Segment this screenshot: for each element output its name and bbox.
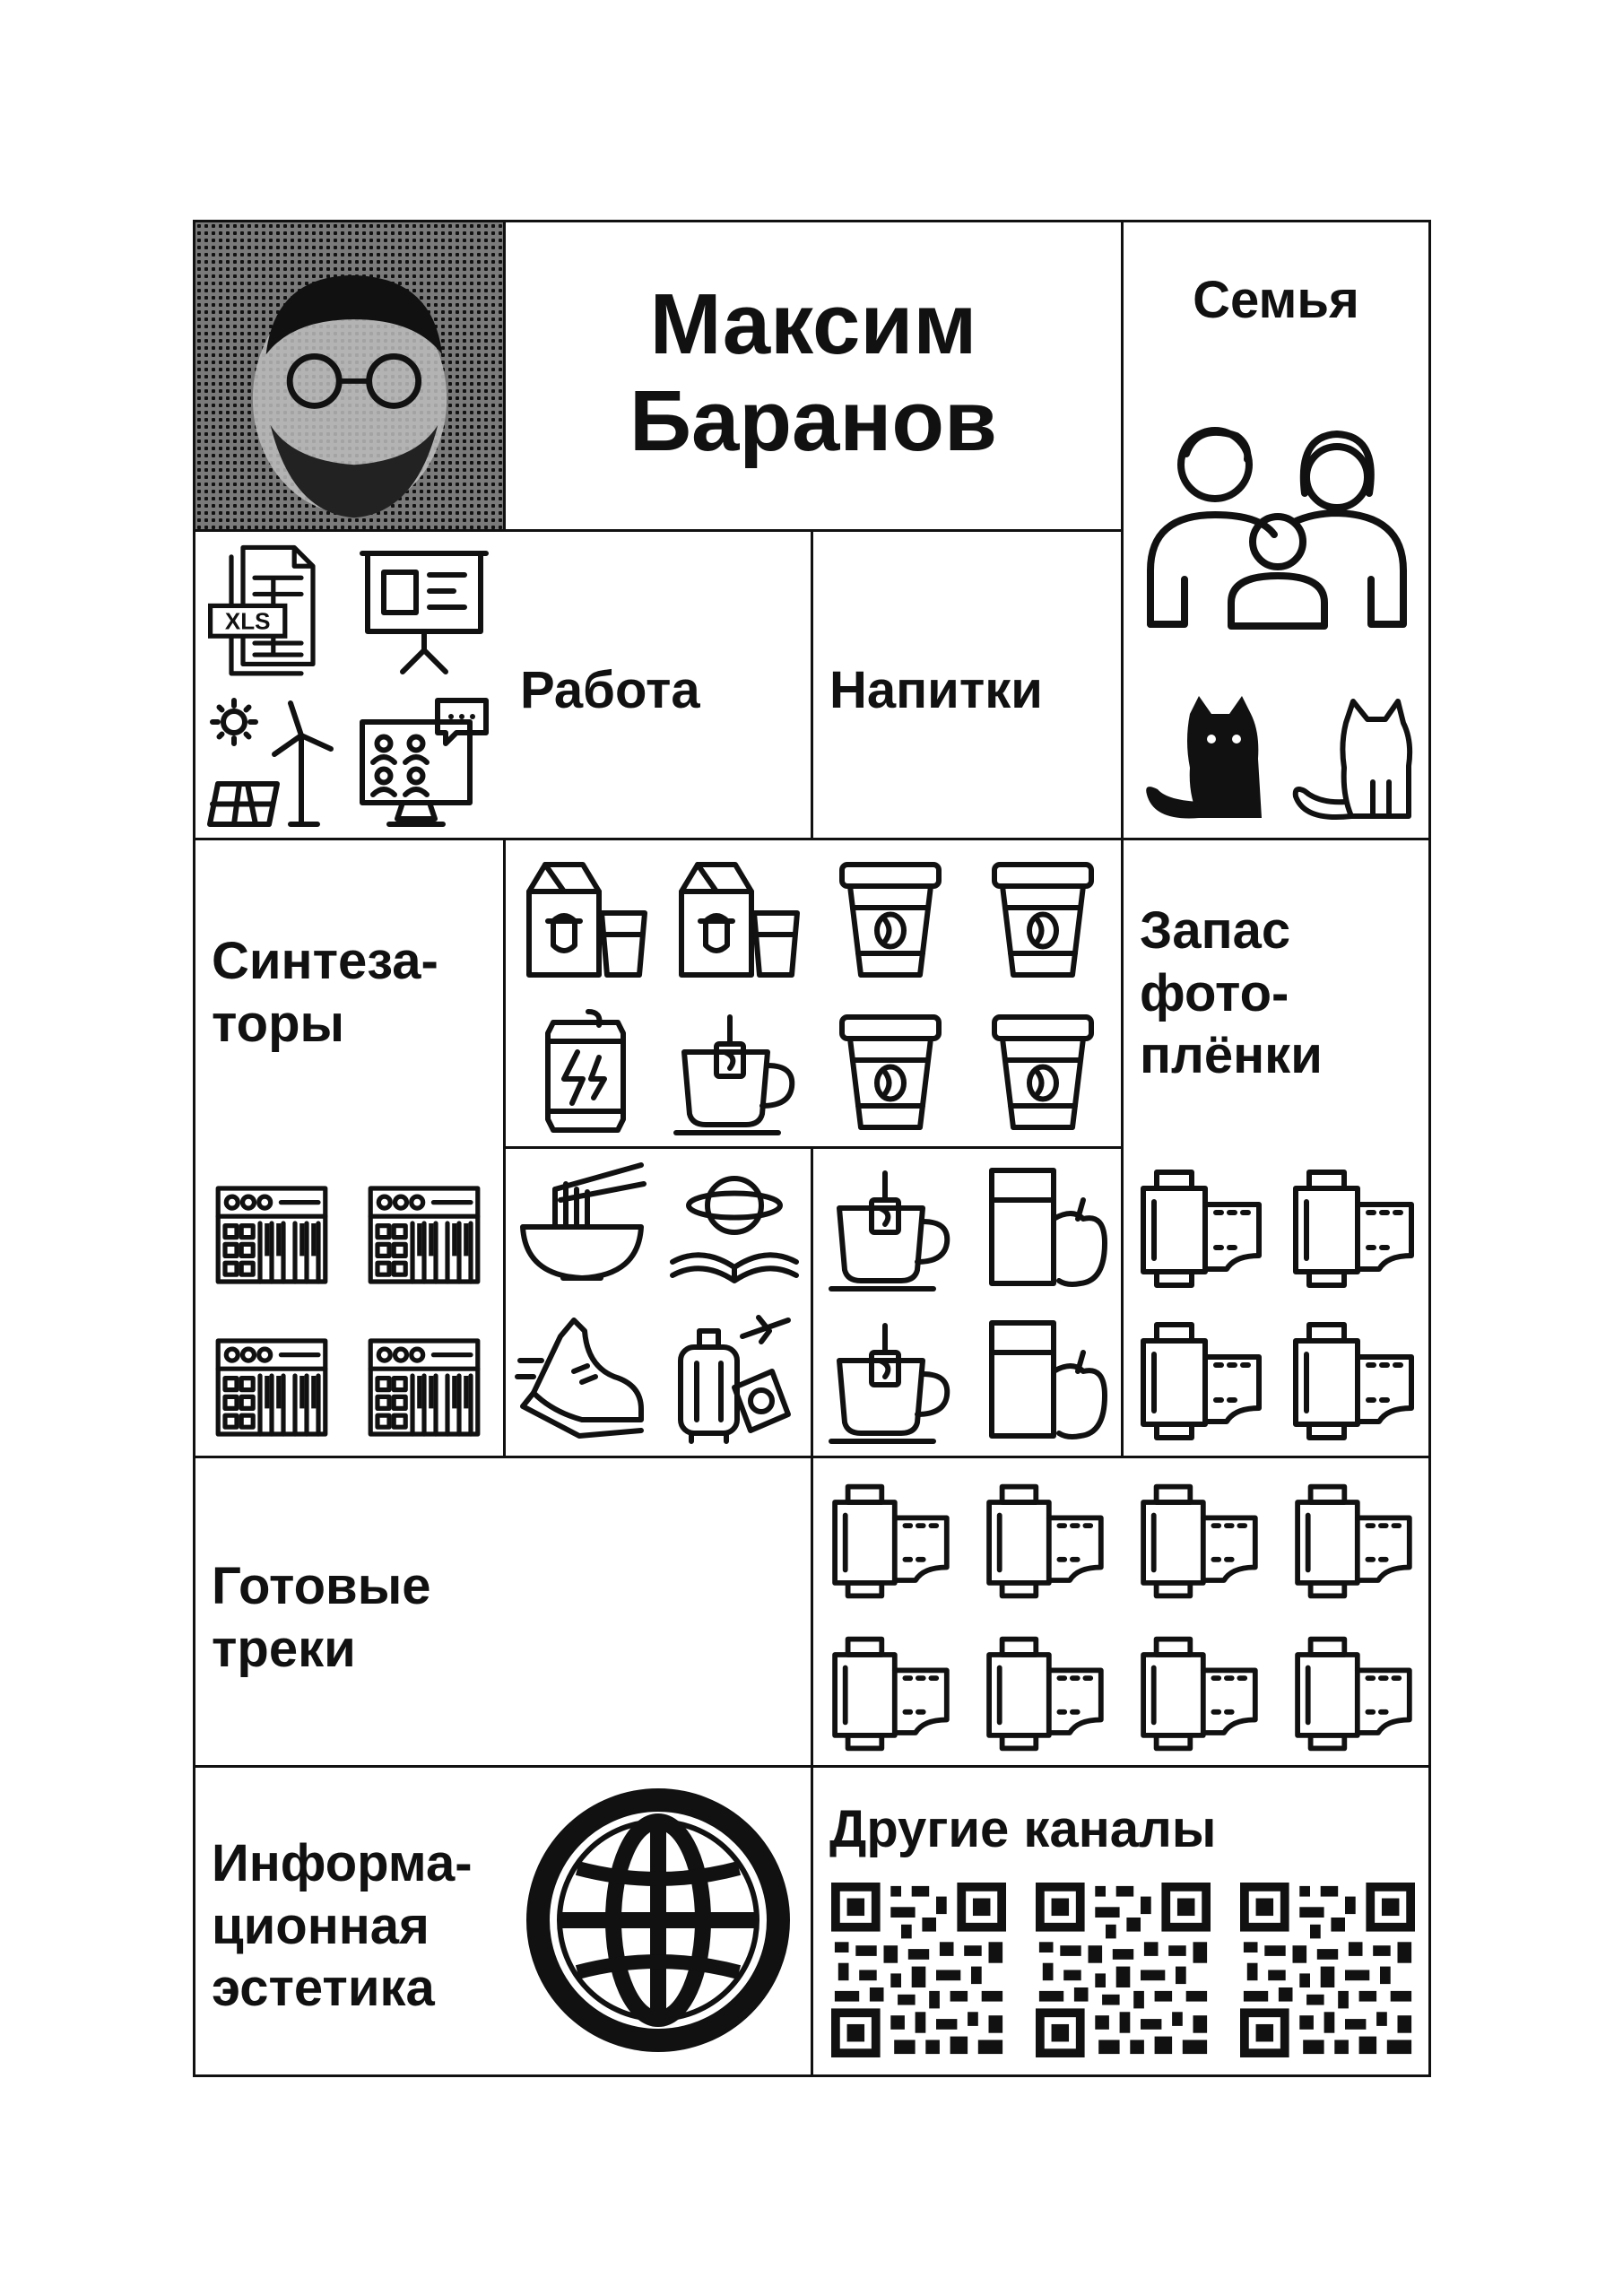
film-roll-icon [1131, 1476, 1265, 1606]
other-channels-cell [811, 1765, 1431, 2077]
work-cell [193, 529, 813, 840]
film-roll-icon [1131, 1629, 1265, 1759]
drinks-label: Напитки [829, 661, 1043, 719]
solar-wind-energy-icon [204, 695, 339, 830]
info-aesthetics-cell [193, 1765, 813, 2077]
synths-cell [193, 838, 506, 1458]
coffee-cup-icon [823, 851, 958, 986]
noodle-bowl-icon [515, 1160, 649, 1294]
synths-label: Синтеза- торы [212, 932, 438, 1053]
hobbies-cell [503, 1146, 813, 1458]
drinks-grid-cell [503, 838, 1124, 1149]
synth-icon [204, 1177, 339, 1293]
xls-label: XLS [224, 607, 271, 635]
energy-drink-can-icon [518, 1004, 653, 1138]
milk-carton-icon [671, 851, 805, 986]
film-roll-icon [976, 1629, 1111, 1759]
synth-icon [204, 1329, 339, 1446]
film-roll-icon [1133, 1314, 1267, 1448]
juice-apple-icon [978, 1160, 1113, 1294]
tea-cup-icon [671, 1004, 805, 1138]
name-cell [503, 220, 1124, 532]
work-label: Работа [520, 661, 700, 719]
film-roll-icon [976, 1476, 1111, 1606]
tea-cup-icon [826, 1312, 960, 1447]
film-cell [1121, 838, 1431, 1458]
film-roll-icon [1285, 1314, 1419, 1448]
film-label: Запас фото- плёнки [1140, 901, 1323, 1085]
synth-icon [357, 1177, 491, 1293]
family-label: Семья [1193, 271, 1359, 329]
family-cell [1121, 220, 1431, 840]
globe-icon [524, 1786, 793, 2055]
person-name: Максим Баранов [629, 276, 998, 469]
other-channels-label: Другие каналы [829, 1800, 1217, 1858]
milk-carton-icon [518, 851, 653, 986]
family-people-icon [1143, 418, 1412, 633]
qr-code-icon[interactable] [831, 1883, 1006, 2057]
tea-cup-icon [826, 1160, 960, 1294]
drinks-label-cell [811, 529, 1124, 840]
film-stock-cell [811, 1456, 1431, 1768]
juice-apple-icon [978, 1312, 1113, 1447]
tea-juice-cell [811, 1146, 1124, 1458]
tracks-cell [193, 1456, 813, 1768]
coffee-cup-icon [823, 1004, 958, 1138]
qr-code-icon[interactable] [1240, 1883, 1415, 2057]
synth-icon [357, 1329, 491, 1446]
xls-spreadsheet-icon [208, 543, 325, 677]
running-shoe-icon [515, 1312, 649, 1447]
film-roll-icon [822, 1629, 957, 1759]
white-cat-icon [1283, 696, 1418, 822]
film-roll-icon [1285, 1629, 1419, 1759]
film-roll-icon [1285, 1161, 1419, 1296]
coffee-cup-icon [976, 851, 1110, 986]
film-roll-icon [822, 1476, 957, 1606]
tracks-label: Готовые треки [212, 1557, 431, 1678]
info-aesthetics-label: Информа- ционная эстетика [212, 1834, 473, 2018]
qr-code-icon[interactable] [1036, 1883, 1211, 2057]
video-conference-icon [357, 695, 491, 830]
book-planet-icon [667, 1160, 802, 1294]
travel-suitcase-icon [667, 1312, 802, 1447]
film-roll-icon [1285, 1476, 1419, 1606]
presentation-board-icon [357, 543, 491, 677]
black-cat-icon [1136, 696, 1271, 822]
portrait-photo [193, 220, 506, 532]
film-roll-icon [1133, 1161, 1267, 1296]
coffee-cup-icon [976, 1004, 1110, 1138]
